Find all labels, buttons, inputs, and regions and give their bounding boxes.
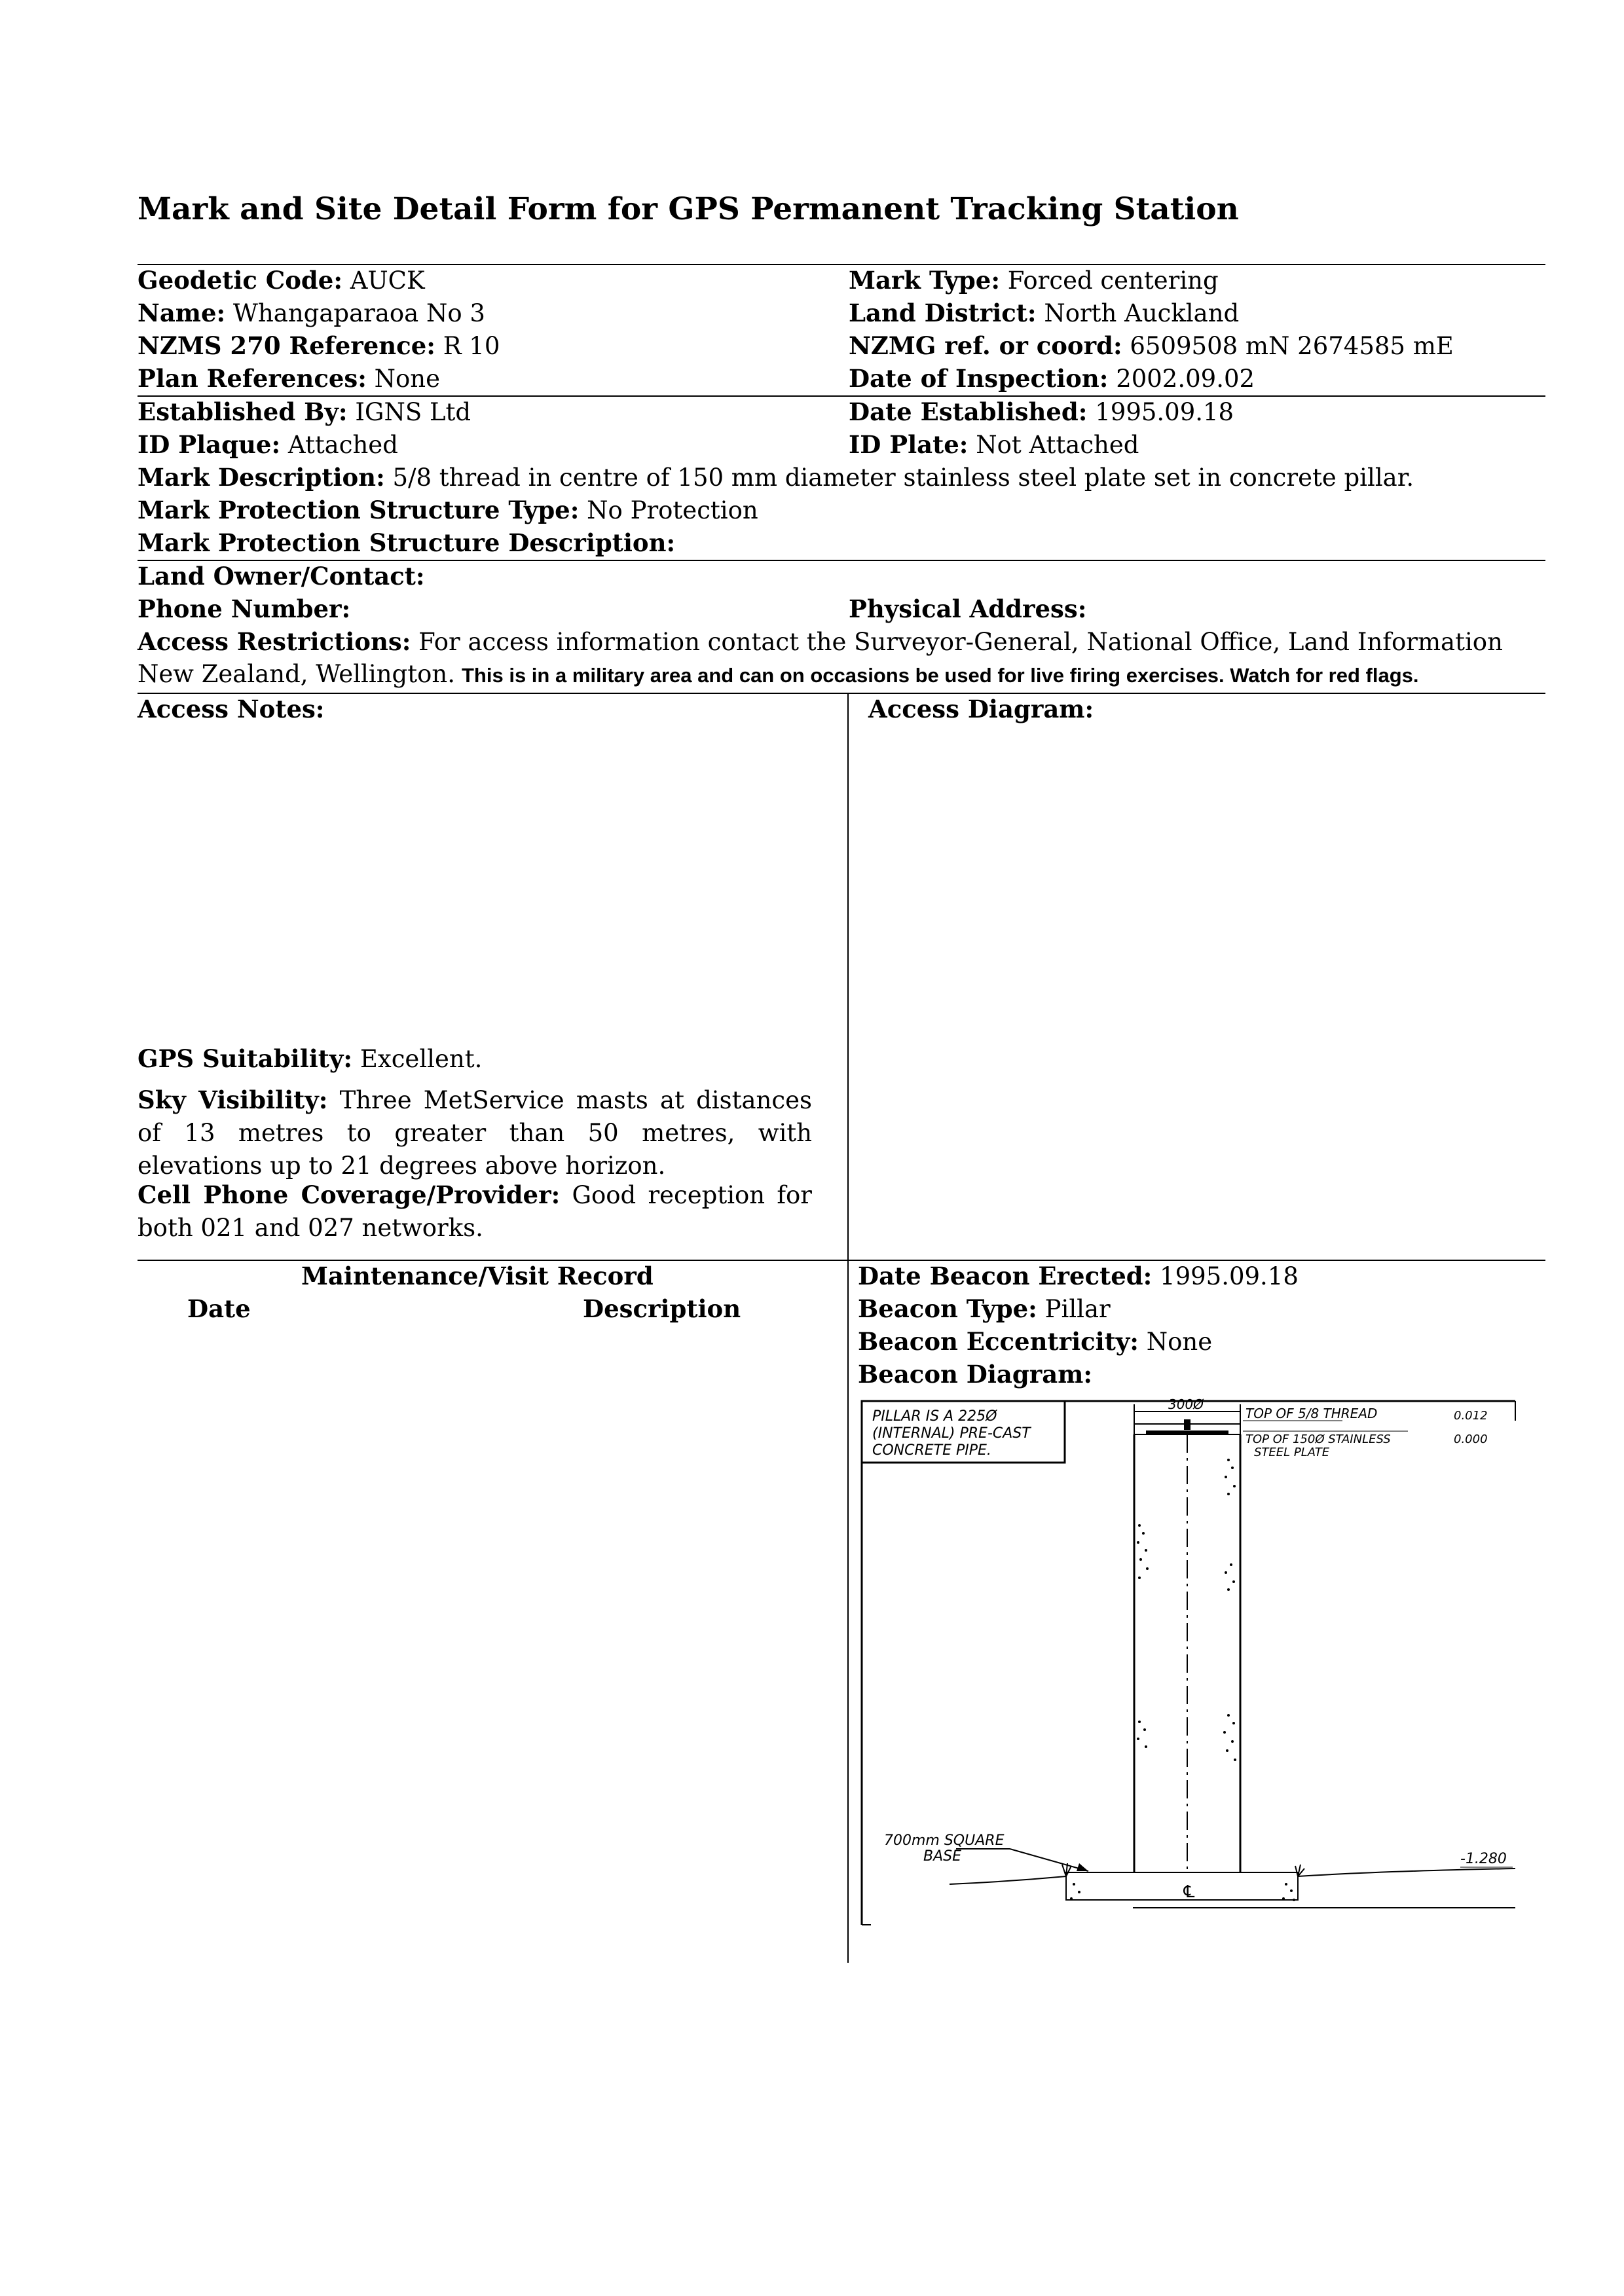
access-restrictions-overlay: This is in a military area and can on occasions be used for live firing exercises. Watch for red flags. — [462, 664, 1419, 687]
plan-references-value: None — [374, 365, 441, 393]
access-restrictions-line1: For access information contact the Surveyor-General, National Office, Land Information — [418, 628, 1503, 656]
name-field: Name: Whangaparaoa No 3 — [138, 299, 485, 327]
sky-visibility-value: Three MetService masts at distances of 13 metres to greater than 50 metres, with elevations up to 21 degrees above horizon. — [138, 1086, 812, 1180]
centreline-symbol: ℄ — [1181, 1882, 1197, 1902]
cell-phone-value: Good reception for both 021 and 027 networks. — [138, 1181, 812, 1242]
pillar-width-label: 300Ø — [1168, 1396, 1204, 1412]
beacon-eccentricity-field: Beacon Eccentricity: None — [858, 1327, 1213, 1356]
land-owner-field: Land Owner/Contact: — [138, 562, 425, 591]
established-by-value: IGNS Ltd — [355, 398, 471, 426]
beacon-eccentricity-value: None — [1146, 1328, 1213, 1356]
plate-value: 0.000 — [1454, 1432, 1488, 1446]
access-restrictions-line2: New Zealand, Wellington. — [138, 660, 455, 688]
base-label-line2: BASE — [923, 1848, 962, 1865]
mark-type-field: Mark Type: Forced centering — [849, 266, 1219, 295]
date-inspection-value: 2002.09.02 — [1116, 365, 1255, 393]
id-plate-field: ID Plate: Not Attached — [849, 430, 1139, 459]
land-district-field: Land District: North Auckland — [849, 299, 1240, 327]
geodetic-code-value: AUCK — [350, 266, 425, 295]
name-value: Whangaparaoa No 3 — [232, 299, 485, 327]
access-divider — [847, 693, 849, 1260]
beacon-diagram — [858, 1394, 1526, 1931]
beacon-type-field: Beacon Type: Pillar — [858, 1294, 1111, 1323]
plate-label-line1: TOP OF 150Ø STAINLESS — [1246, 1432, 1391, 1446]
date-established-value: 1995.09.18 — [1095, 398, 1234, 426]
mark-protection-type-field: Mark Protection Structure Type: No Protection — [138, 496, 758, 524]
maintenance-divider — [847, 1260, 849, 1963]
maintenance-description-header: Description — [583, 1294, 741, 1323]
id-plaque-value: Attached — [287, 431, 398, 459]
cell-phone-field: Cell Phone Coverage/Provider: Good reception for both 021 and 027 networks. — [138, 1180, 812, 1242]
land-district-value: North Auckland — [1044, 299, 1240, 327]
plate-label-line2: STEEL PLATE — [1254, 1446, 1330, 1459]
base-label-line1: 700mm SQUARE — [884, 1832, 1005, 1849]
access-diagram-label: Access Diagram: — [868, 695, 1094, 723]
gps-suitability-value: Excellent. — [360, 1045, 483, 1073]
pillar-note-line2: (INTERNAL) PRE-CAST — [872, 1425, 1031, 1442]
date-beacon-erected-field: Date Beacon Erected: 1995.09.18 — [858, 1262, 1299, 1290]
geodetic-code-field: Geodetic Code: AUCK — [138, 266, 425, 295]
access-notes-label: Access Notes: — [138, 695, 325, 723]
maintenance-heading: Maintenance/Visit Record — [301, 1262, 654, 1290]
nzms-reference-value: R 10 — [443, 332, 500, 360]
nzms-reference-field: NZMS 270 Reference: R 10 — [138, 331, 500, 360]
section-rule-3 — [138, 693, 1545, 694]
id-plate-value: Not Attached — [976, 431, 1139, 459]
form-title: Mark and Site Detail Form for GPS Permanent Tracking Station — [138, 191, 1239, 227]
mark-type-value: Forced centering — [1007, 266, 1219, 295]
maintenance-date-header: Date — [187, 1294, 251, 1323]
phone-number-field: Phone Number: — [138, 594, 351, 623]
pillar-note-line1: PILLAR IS A 225Ø — [872, 1408, 997, 1425]
gps-suitability-field: GPS Suitability: Excellent. — [138, 1044, 483, 1073]
access-restrictions-field: Access Restrictions: For access information contact the Surveyor-General, National Office, Land Information — [138, 627, 1503, 656]
physical-address-field: Physical Address: — [849, 594, 1087, 623]
nzmg-reference-value: 6509508 mN 2674585 mE — [1130, 332, 1454, 360]
thread-value: 0.012 — [1454, 1409, 1488, 1423]
pillar-note-line3: CONCRETE PIPE. — [872, 1442, 991, 1459]
id-plaque-field: ID Plaque: Attached — [138, 430, 398, 459]
mark-description-value: 5/8 thread in centre of 150 mm diameter stainless steel plate set in concrete pillar. — [392, 464, 1414, 492]
nzmg-reference-field: NZMG ref. or coord: 6509508 mN 2674585 mE — [849, 331, 1454, 360]
thread-label: TOP OF 5/8 THREAD — [1246, 1406, 1378, 1421]
sky-visibility-field: Sky Visibility: Three MetService masts at distances of 13 metres to greater than 50 metres, with elevations up to 21 degrees above horizon. — [138, 1085, 812, 1180]
base-value: -1.280 — [1460, 1851, 1507, 1867]
beacon-diagram-label: Beacon Diagram: — [858, 1360, 1093, 1389]
mark-description-field: Mark Description: 5/8 thread in centre of 150 mm diameter stainless steel plate set in concrete pillar. — [138, 463, 1414, 492]
mark-protection-description-field: Mark Protection Structure Description: — [138, 528, 676, 557]
beacon-type-value: Pillar — [1044, 1295, 1111, 1323]
date-beacon-erected-value: 1995.09.18 — [1160, 1262, 1299, 1290]
plan-references-field: Plan References: None — [138, 364, 441, 393]
mark-protection-type-value: No Protection — [587, 496, 758, 524]
date-established-field: Date Established: 1995.09.18 — [849, 397, 1234, 426]
established-by-field: Established By: IGNS Ltd — [138, 397, 471, 426]
date-inspection-field: Date of Inspection: 2002.09.02 — [849, 364, 1255, 393]
